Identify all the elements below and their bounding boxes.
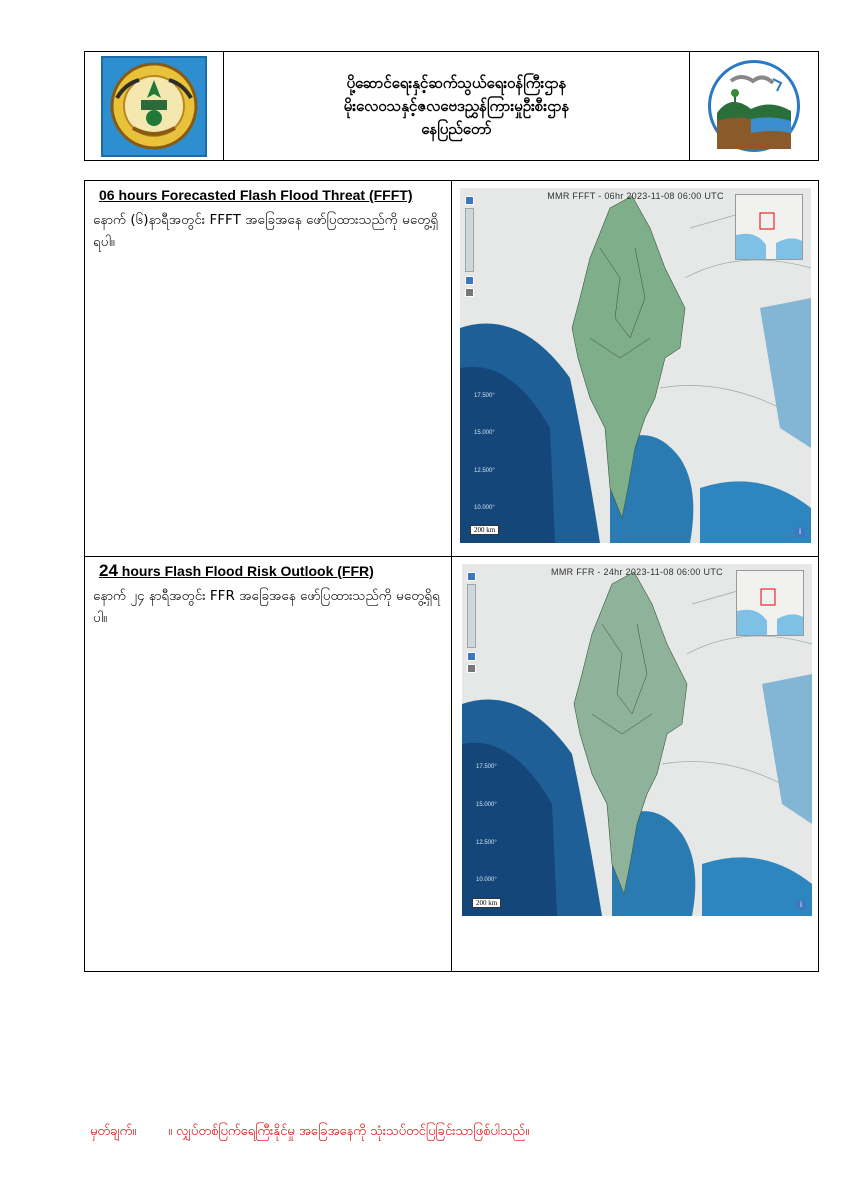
lat-label: 10.000° bbox=[476, 877, 497, 883]
ffft-map bbox=[460, 188, 811, 543]
footer-note bbox=[90, 1123, 529, 1142]
pan-tool-icon[interactable] bbox=[465, 288, 474, 297]
header-left-cell bbox=[85, 52, 224, 160]
lat-label: 12.500° bbox=[476, 840, 497, 846]
ffr-body: နောက် ၂၄ နာရီအတွင်း FFR အခြေအနေ ဖော်ပြထားသည်ကို မတွေ့ရှိရပါ။ bbox=[93, 588, 440, 626]
ffft-map-cell bbox=[452, 181, 818, 556]
ffr-overview-inset bbox=[736, 570, 804, 636]
info-icon[interactable]: i bbox=[796, 900, 806, 910]
footer-note-text: ။ လျှပ်တစ်ပြက်ရေကြီးနိုင်မှု အခြေအနေကို သုံးသပ်တင်ပြခြင်းသာဖြစ်ပါသည်။ bbox=[168, 1124, 530, 1139]
ffr-map-label: MMR FFR - 24hr 2023-11-08 06:00 UTC bbox=[551, 567, 723, 577]
ffr-map bbox=[462, 564, 812, 916]
hydrology-logo bbox=[708, 60, 800, 152]
zoom-out-button[interactable] bbox=[467, 652, 476, 661]
info-icon[interactable]: i bbox=[795, 527, 805, 537]
ffft-title: 06 hours Forecasted Flash Flood Threat (FFFT) bbox=[99, 187, 413, 203]
header-right-cell bbox=[690, 52, 818, 160]
footer-note-label: မှတ်ချက်။ bbox=[90, 1124, 137, 1139]
ffft-body: နောက် (၆)နာရီအတွင်း FFFT အခြေအနေ ဖော်ပြထားသည်ကို မတွေ့ရှိရပါ။ bbox=[93, 212, 439, 250]
lat-label: 10.000° bbox=[474, 505, 495, 511]
zoom-in-button[interactable] bbox=[465, 196, 474, 205]
zoom-in-button[interactable] bbox=[467, 572, 476, 581]
header-title-line2: မိုးလေဝသနှင့်ဇလဗေဒညွှန်ကြားမှုဦးစီးဌာန bbox=[343, 96, 570, 115]
ffft-map-label: MMR FFFT - 06hr 2023-11-08 06:00 UTC bbox=[547, 191, 724, 201]
zoom-out-button[interactable] bbox=[465, 276, 474, 285]
ffft-text-cell bbox=[85, 181, 452, 556]
ministry-logo bbox=[101, 56, 207, 157]
ffr-scale-bar: 200 km bbox=[472, 898, 501, 908]
header-title-line3: နေပြည်တော် bbox=[421, 119, 492, 138]
zoom-slider[interactable] bbox=[465, 208, 474, 272]
header-title-cell bbox=[224, 52, 690, 160]
zoom-slider[interactable] bbox=[467, 584, 476, 648]
ffft-row bbox=[85, 181, 818, 557]
ffft-overview-inset bbox=[735, 194, 803, 260]
lat-label: 15.000° bbox=[474, 430, 495, 436]
lat-label: 12.500° bbox=[474, 468, 495, 474]
header-title-line1: ပို့ဆောင်ရေးနှင့်ဆက်သွယ်ရေးဝန်ကြီးဌာန bbox=[346, 73, 567, 92]
lat-label: 17.500° bbox=[474, 393, 495, 399]
ffr-map-cell bbox=[452, 557, 818, 971]
ffr-row bbox=[85, 557, 818, 971]
lat-label: 17.500° bbox=[476, 764, 497, 770]
ffr-text-cell bbox=[85, 557, 452, 971]
pan-tool-icon[interactable] bbox=[467, 664, 476, 673]
ffr-title: 24 hours Flash Flood Risk Outlook (FFR) bbox=[99, 561, 374, 580]
header-table bbox=[84, 51, 819, 161]
main-table bbox=[84, 180, 819, 972]
ffft-scale-bar: 200 km bbox=[470, 525, 499, 535]
lat-label: 15.000° bbox=[476, 802, 497, 808]
